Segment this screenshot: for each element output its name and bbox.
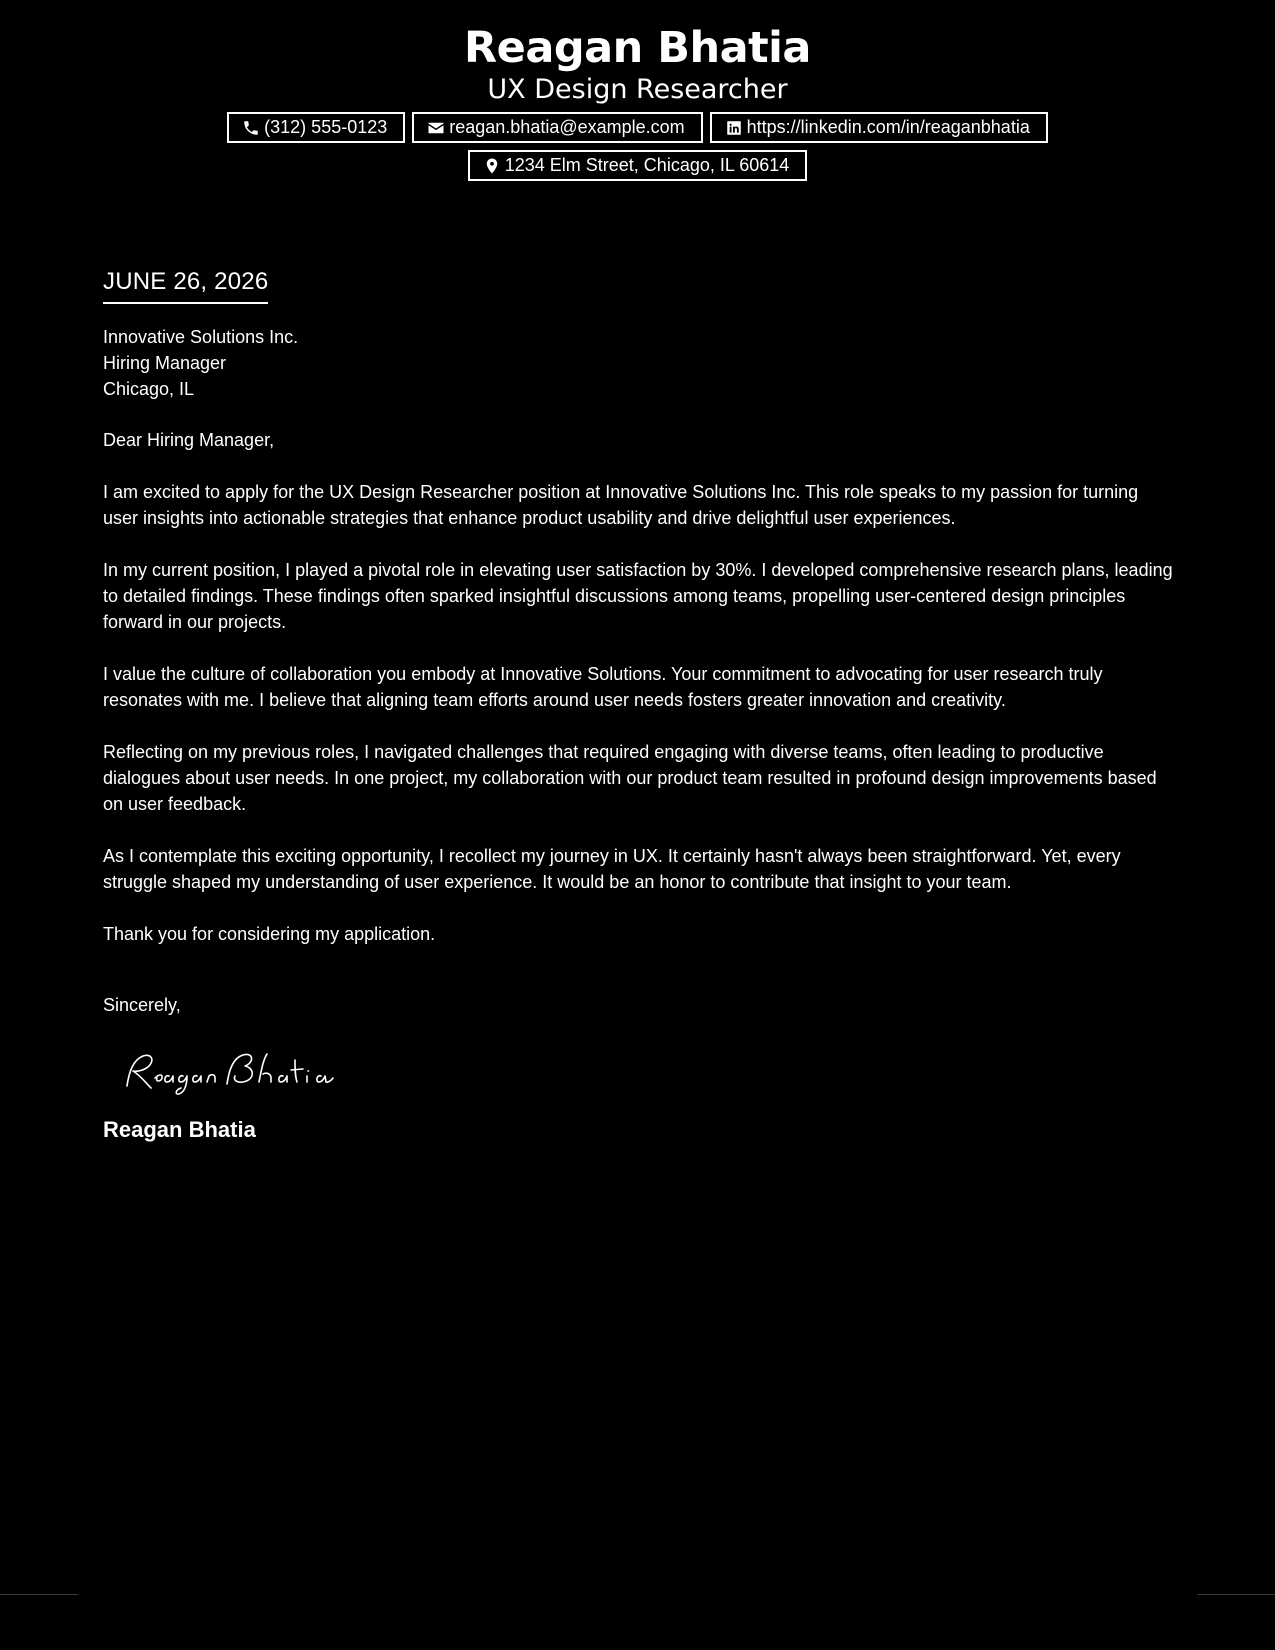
linkedin-chip[interactable] [710, 112, 1048, 143]
body-paragraph: Thank you for considering my application. [103, 924, 436, 944]
applicant-name: Reagan Bhatia [464, 23, 811, 73]
email-text: reagan.bhatia@example.com [449, 117, 685, 137]
body-paragraph: As I contemplate this exciting opportunity, I recollect my journey in UX. It certainly hasn't always been straightforward. Yet, every struggle shaped my understanding of user experience. It would be an honor to contribute that insight to your team. [103, 846, 1121, 892]
address-row [0, 150, 1275, 181]
linkedin-text: https://linkedin.com/in/reaganbhatia [746, 117, 1030, 137]
letter-header [0, 22, 1275, 181]
footer-rule-right [1197, 1594, 1275, 1595]
address-text: 1234 Elm Street, Chicago, IL 60614 [504, 155, 790, 175]
signature-drawing [119, 1038, 359, 1108]
email-chip[interactable] [412, 112, 702, 143]
phone-text: (312) 555-0123 [264, 117, 388, 137]
recipient-company: Innovative Solutions Inc. [103, 327, 299, 347]
body-paragraph: I value the culture of collaboration you embody at Innovative Solutions. Your commitment to advocating for user research truly resonates with me. I believe that aligning team efforts around user needs fosters greater innovation and creativity. [103, 664, 1103, 710]
phone-icon [242, 119, 260, 137]
body-paragraph: In my current position, I played a pivotal role in elevating user satisfaction by 30%. I developed comprehensive research plans, leading to detailed findings. These findings often sparked insightful discussions among teams, propelling user-centered design principles forward in our projects. [103, 560, 1173, 632]
phone-chip[interactable] [227, 112, 405, 143]
body-paragraph: I am excited to apply for the UX Design Researcher position at Innovative Solutions Inc. This role speaks to my passion for turning user insights into actionable strategies that enhance product usability and drive delightful user experiences. [103, 482, 1139, 528]
linkedin-icon [725, 119, 743, 137]
recipient-location: Chicago, IL [103, 379, 195, 399]
footer-rule-left [0, 1594, 78, 1595]
letter-body [103, 266, 1175, 1144]
address-chip [468, 150, 808, 181]
recipient-block [103, 324, 1175, 402]
body-paragraph: Reflecting on my previous roles, I navigated challenges that required engaging with diverse teams, often leading to productive dialogues about user needs. In one project, my collaboration with our product team resulted in profound design improvements based on user feedback. [103, 742, 1157, 814]
map-pin-icon [483, 157, 501, 175]
signer-name: Reagan Bhatia [103, 1117, 256, 1142]
applicant-role: UX Design Researcher [487, 74, 788, 105]
salutation: Dear Hiring Manager, [103, 430, 275, 450]
closing: Sincerely, [103, 995, 181, 1015]
recipient-title: Hiring Manager [103, 353, 227, 373]
handwritten-signature [119, 1038, 1175, 1108]
contact-row [0, 112, 1275, 143]
envelope-icon [427, 119, 445, 137]
letter-date: JUNE 26, 2026 [103, 266, 268, 304]
